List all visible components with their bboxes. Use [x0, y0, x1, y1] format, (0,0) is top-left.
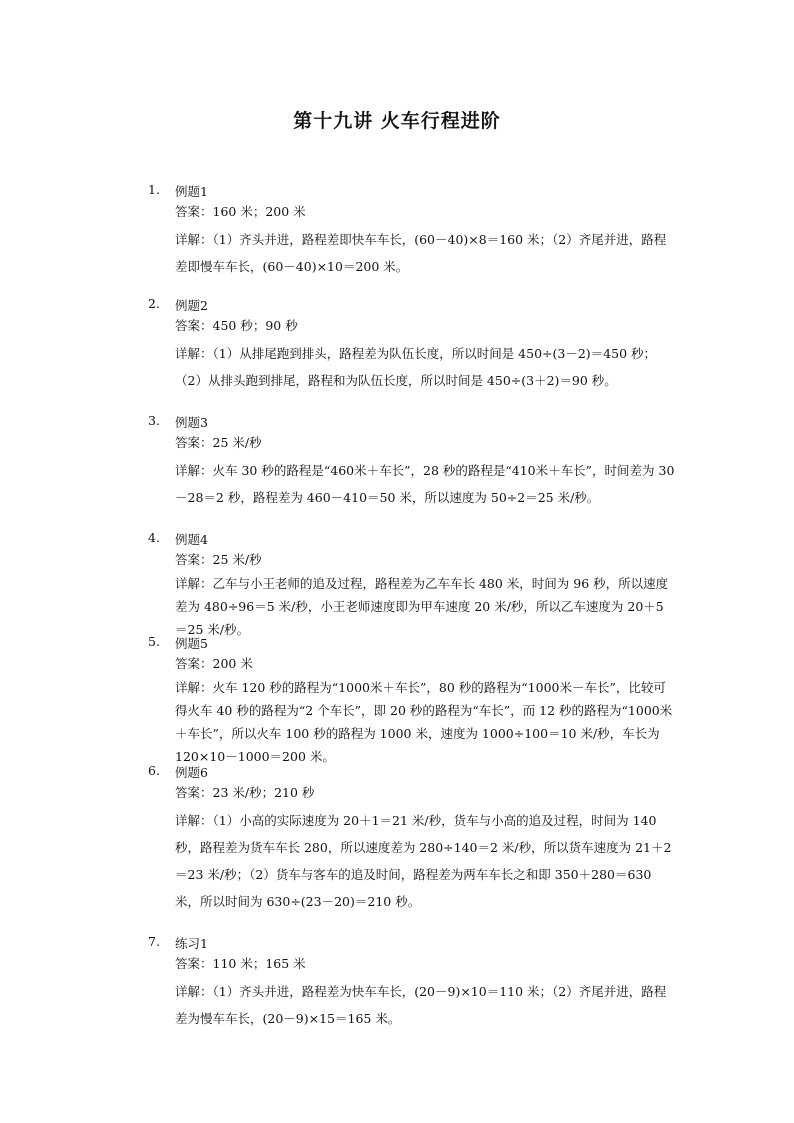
item-number: 6. [148, 763, 160, 778]
item-heading: 练习1 [175, 936, 208, 951]
item-answer: 答案：200 米 [175, 656, 253, 671]
item-answer: 答案：110 米；165 米 [175, 956, 306, 971]
item-heading: 例题1 [175, 184, 208, 199]
item-detail: 详解：（1）齐头并进，路程差即快车车长，(60－40)×8＝160 米；（2）齐尾并进，路程差即慢车车长，(60－40)×10＝200 米。 [175, 232, 667, 274]
item-detail: 详解：（1）齐头并进，路程差为快车车长，(20－9)×10＝110 米；（2）齐尾并进，路程差为慢车车长，(20－9)×15＝165 米。 [175, 984, 667, 1026]
item-heading: 例题2 [175, 298, 208, 313]
item-detail: 详解：乙车与小王老师的追及过程，路程差为乙车车长 480 米，时间为 96 秒，所以速度差为 480÷96＝5 米/秒，小王老师速度即为甲车速度 20 米/秒，所以乙车速度为 20＋5＝25 米/秒。 [175, 576, 669, 637]
item-number: 1. [148, 182, 160, 197]
item-number: 2. [148, 296, 160, 311]
item-heading: 例题5 [175, 636, 208, 651]
item-answer: 答案：450 秒；90 秒 [175, 318, 298, 333]
item-detail: 详解：（1）小高的实际速度为 20＋1＝21 米/秒，货车与小高的追及过程，时间为 140 秒，路程差为货车车长 280，所以速度差为 280÷140＝2 米/秒，所以货车速度为 21＋2＝23 米/秒；（2）货车与客车的追及时间，路程差为两车车长之和即 350＋280＝630 米，所以时间为 630÷(23－20)＝210 秒。 [175, 813, 672, 909]
item-heading: 例题4 [175, 532, 208, 547]
item-answer: 答案：160 米；200 米 [175, 204, 306, 219]
item-detail: 详解：火车 120 秒的路程为“1000米＋车长”，80 秒的路程为“1000米－车长”，比较可得火车 40 秒的路程为“2 个车长”，即 20 秒的路程为“车长”，而 12 秒的路程为“1000米＋车长”，所以火车 100 秒的路程为 1000 米，速度为 1000÷100＝10 米/秒，车长为 120×10－1000＝200 米。 [175, 680, 673, 764]
item-number: 4. [148, 530, 160, 545]
item-detail: 详解：火车 30 秒的路程是“460米＋车长”，28 秒的路程是“410米＋车长”，时间差为 30－28＝2 秒，路程差为 460－410＝50 米，所以速度为 50÷2＝25 米/秒。 [175, 463, 675, 505]
item-answer: 答案：25 米/秒 [175, 552, 262, 567]
item-answer: 答案：23 米/秒；210 秒 [175, 785, 315, 800]
page-title: 第十九讲 火车行程进阶 [293, 110, 501, 132]
item-heading: 例题6 [175, 765, 208, 780]
item-detail: 详解：（1）从排尾跑到排头，路程差为队伍长度，所以时间是 450÷(3－2)＝450 秒；（2）从排头跑到排尾，路程和为队伍长度，所以时间是 450÷(3＋2)＝90 秒。 [175, 346, 657, 388]
item-answer: 答案：25 米/秒 [175, 435, 262, 450]
item-number: 7. [148, 934, 160, 949]
item-number: 3. [148, 413, 160, 428]
item-number: 5. [148, 634, 160, 649]
item-heading: 例题3 [175, 415, 208, 430]
